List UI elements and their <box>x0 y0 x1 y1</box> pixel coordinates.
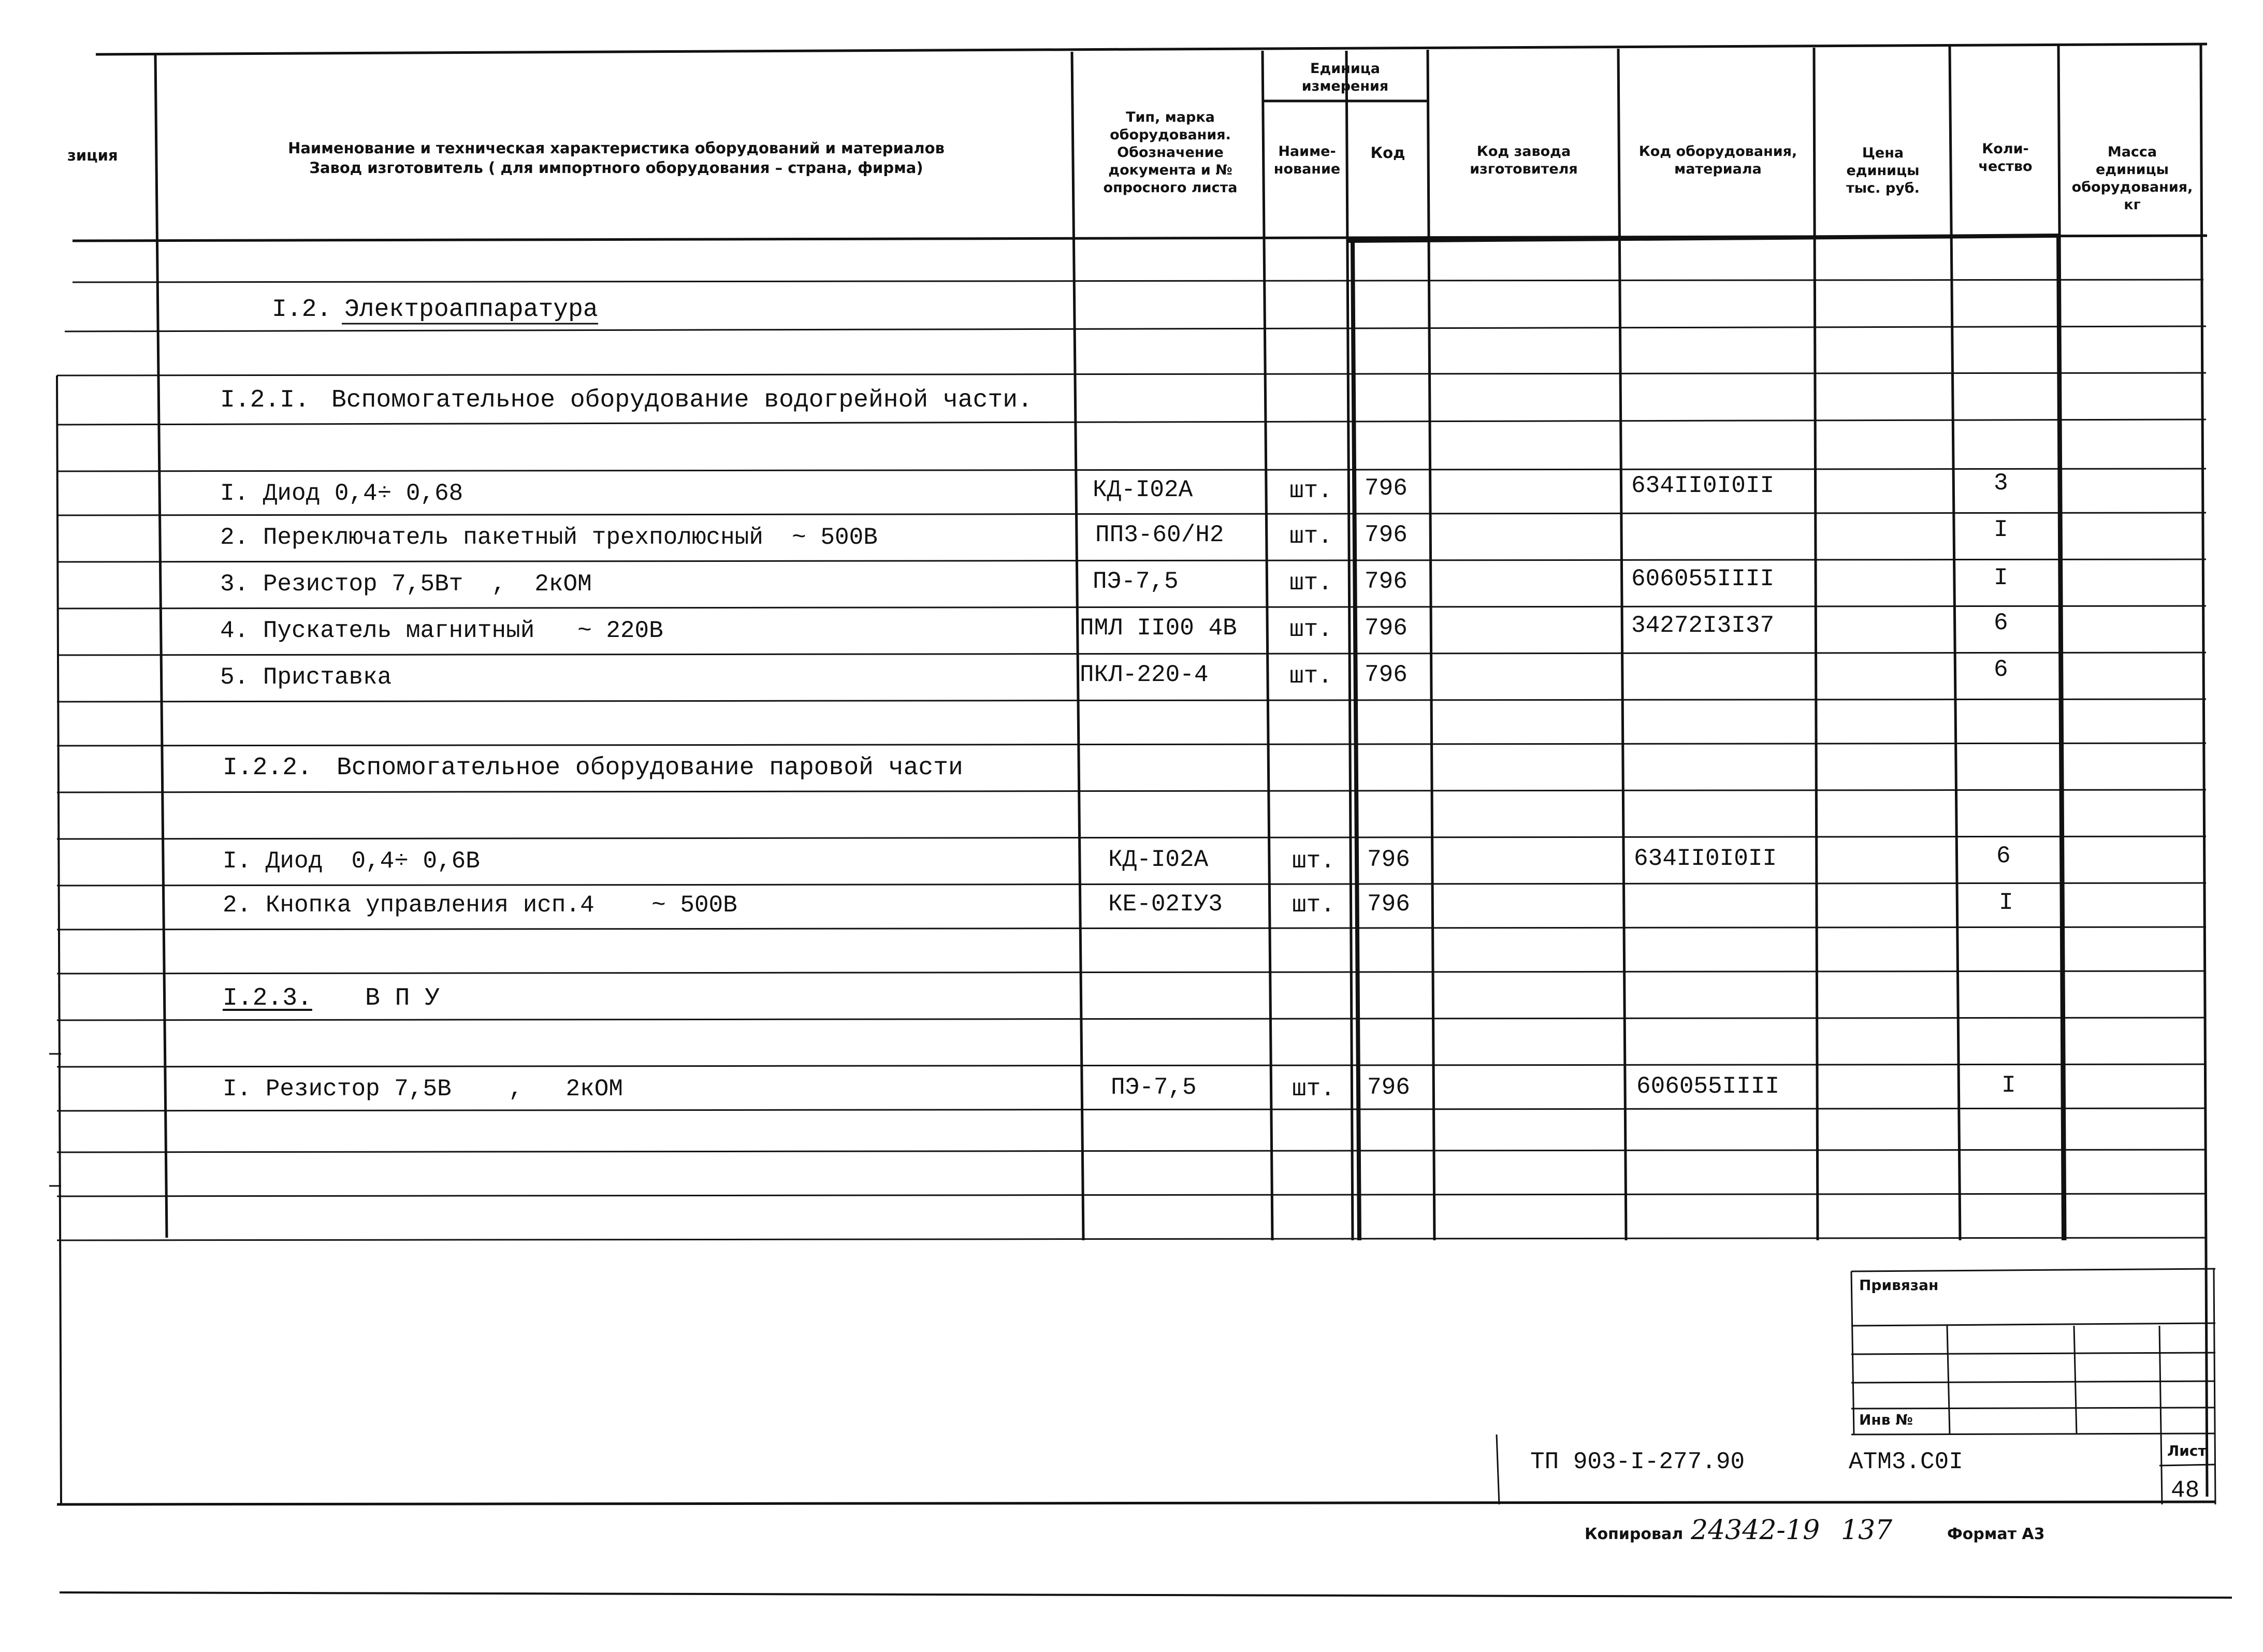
item-equipment-code: 634II0I0II <box>1631 472 1775 499</box>
item-quantity: 6 <box>1994 656 2008 683</box>
subsection-number: I.2.I. <box>220 386 310 414</box>
item-type: ПЭ-7,5 <box>1093 568 1179 595</box>
item-quantity: I <box>1994 516 2008 543</box>
item-name: I. Диод 0,4÷ 0,6В <box>223 848 480 875</box>
item-type: ПМЛ II00 4В <box>1080 615 1237 642</box>
item-type: КЕ-02IУ3 <box>1108 891 1223 918</box>
header-mass: Масса единицы оборудования, кг <box>2071 144 2193 213</box>
item-equipment-code: 34272I3I37 <box>1631 612 1775 639</box>
item-name: 5. Приставка <box>220 664 392 691</box>
item-unit: шт. <box>1289 663 1332 690</box>
subsection-number: I.2.2. <box>223 754 312 782</box>
item-unit: шт. <box>1292 848 1335 875</box>
item-equipment-code: 606055IIII <box>1631 566 1775 592</box>
item-unit-code: 796 <box>1367 1074 1410 1101</box>
item-quantity: I <box>1999 889 2013 916</box>
item-unit-code: 796 <box>1365 661 1408 688</box>
header-price: Цена единицы тыс. руб. <box>1846 145 1920 196</box>
copied-label: Копировал <box>1585 1525 1684 1543</box>
header-unit-code: Код <box>1370 144 1405 162</box>
item-unit-code: 796 <box>1365 615 1408 642</box>
sheet-label: Лист <box>2167 1442 2207 1459</box>
item-equipment-code: 606055IIII <box>1636 1073 1780 1100</box>
header-type: Тип, марка оборудования. Обозначение документа и № опросного листа <box>1103 109 1238 196</box>
sheet-number: 48 <box>2171 1477 2200 1504</box>
item-unit-code: 796 <box>1365 521 1408 548</box>
stamp-inv-label: Инв № <box>1859 1411 1913 1428</box>
item-name: I. Диод 0,4÷ 0,68 <box>220 480 463 507</box>
item-unit: шт. <box>1289 616 1332 643</box>
item-unit: шт. <box>1292 1076 1335 1103</box>
item-quantity: 6 <box>1994 610 2008 636</box>
item-unit: шт. <box>1289 523 1332 550</box>
item-unit-code: 796 <box>1367 891 1410 918</box>
subsection-title: Вспомогательное оборудование водогрейной части. <box>331 386 1033 414</box>
subsection-title: Вспомогательное оборудование паровой части <box>337 754 963 782</box>
header-unit-name: Наиме- нование <box>1273 143 1341 177</box>
format-label: Формат А3 <box>1947 1525 2045 1543</box>
item-type: КД-I02А <box>1108 846 1209 873</box>
subsection-number: I.2.3. <box>223 984 312 1012</box>
section-number: I.2. <box>272 296 332 324</box>
header-equipment-code: Код оборудования, материала <box>1638 143 1797 177</box>
subsection-title: В П У <box>365 984 440 1012</box>
item-unit-code: 796 <box>1365 475 1408 502</box>
item-unit: шт. <box>1292 892 1335 919</box>
item-quantity: 3 <box>1994 470 2008 497</box>
stamp-attached-label: Привязан <box>1859 1277 1939 1294</box>
item-unit: шт. <box>1289 570 1332 597</box>
item-quantity: I <box>2001 1072 2016 1099</box>
item-type: ПКЛ-220-4 <box>1080 661 1209 688</box>
item-quantity: I <box>1994 564 2008 591</box>
item-type: КД-I02А <box>1093 476 1193 503</box>
document-code: ТП 903-I-277.90 <box>1530 1448 1745 1475</box>
header-plant-code: Код завода изготовителя <box>1470 143 1578 177</box>
copied-number: 24342-19 <box>1691 1515 1820 1546</box>
item-unit-code: 796 <box>1367 846 1410 873</box>
header-quantity: Коли- чество <box>1978 141 2033 175</box>
item-quantity: 6 <box>1996 843 2011 870</box>
item-unit-code: 796 <box>1365 568 1408 595</box>
section-title: Электроаппаратура <box>344 296 598 324</box>
drawing-mark: АТМ3.С0I <box>1849 1448 1963 1475</box>
header-name: Наименование и техническая характеристика оборудований и материалов Завод изготовитель ( для импортного оборудования – страна, фирма) <box>288 139 945 177</box>
item-name: I. Резистор 7,5В , 2кОМ <box>223 1076 623 1103</box>
item-name: 2. Кнопка управления исп.4 ~ 500В <box>223 892 737 919</box>
item-type: ПП3-60/Н2 <box>1095 521 1224 548</box>
item-name: 3. Резистор 7,5Вт , 2кОМ <box>220 571 592 598</box>
item-name: 2. Переключатель пакетный трехполюсный ~ 500В <box>220 524 878 551</box>
copied-number-2: 137 <box>1841 1515 1893 1546</box>
header-unit-group: Единица измерения <box>1301 61 1389 94</box>
item-name: 4. Пускатель магнитный ~ 220В <box>220 617 663 644</box>
item-unit: шт. <box>1289 477 1332 504</box>
item-type: ПЭ-7,5 <box>1111 1074 1197 1101</box>
header-position: зиция <box>67 147 118 164</box>
item-equipment-code: 634II0I0II <box>1634 845 1777 872</box>
